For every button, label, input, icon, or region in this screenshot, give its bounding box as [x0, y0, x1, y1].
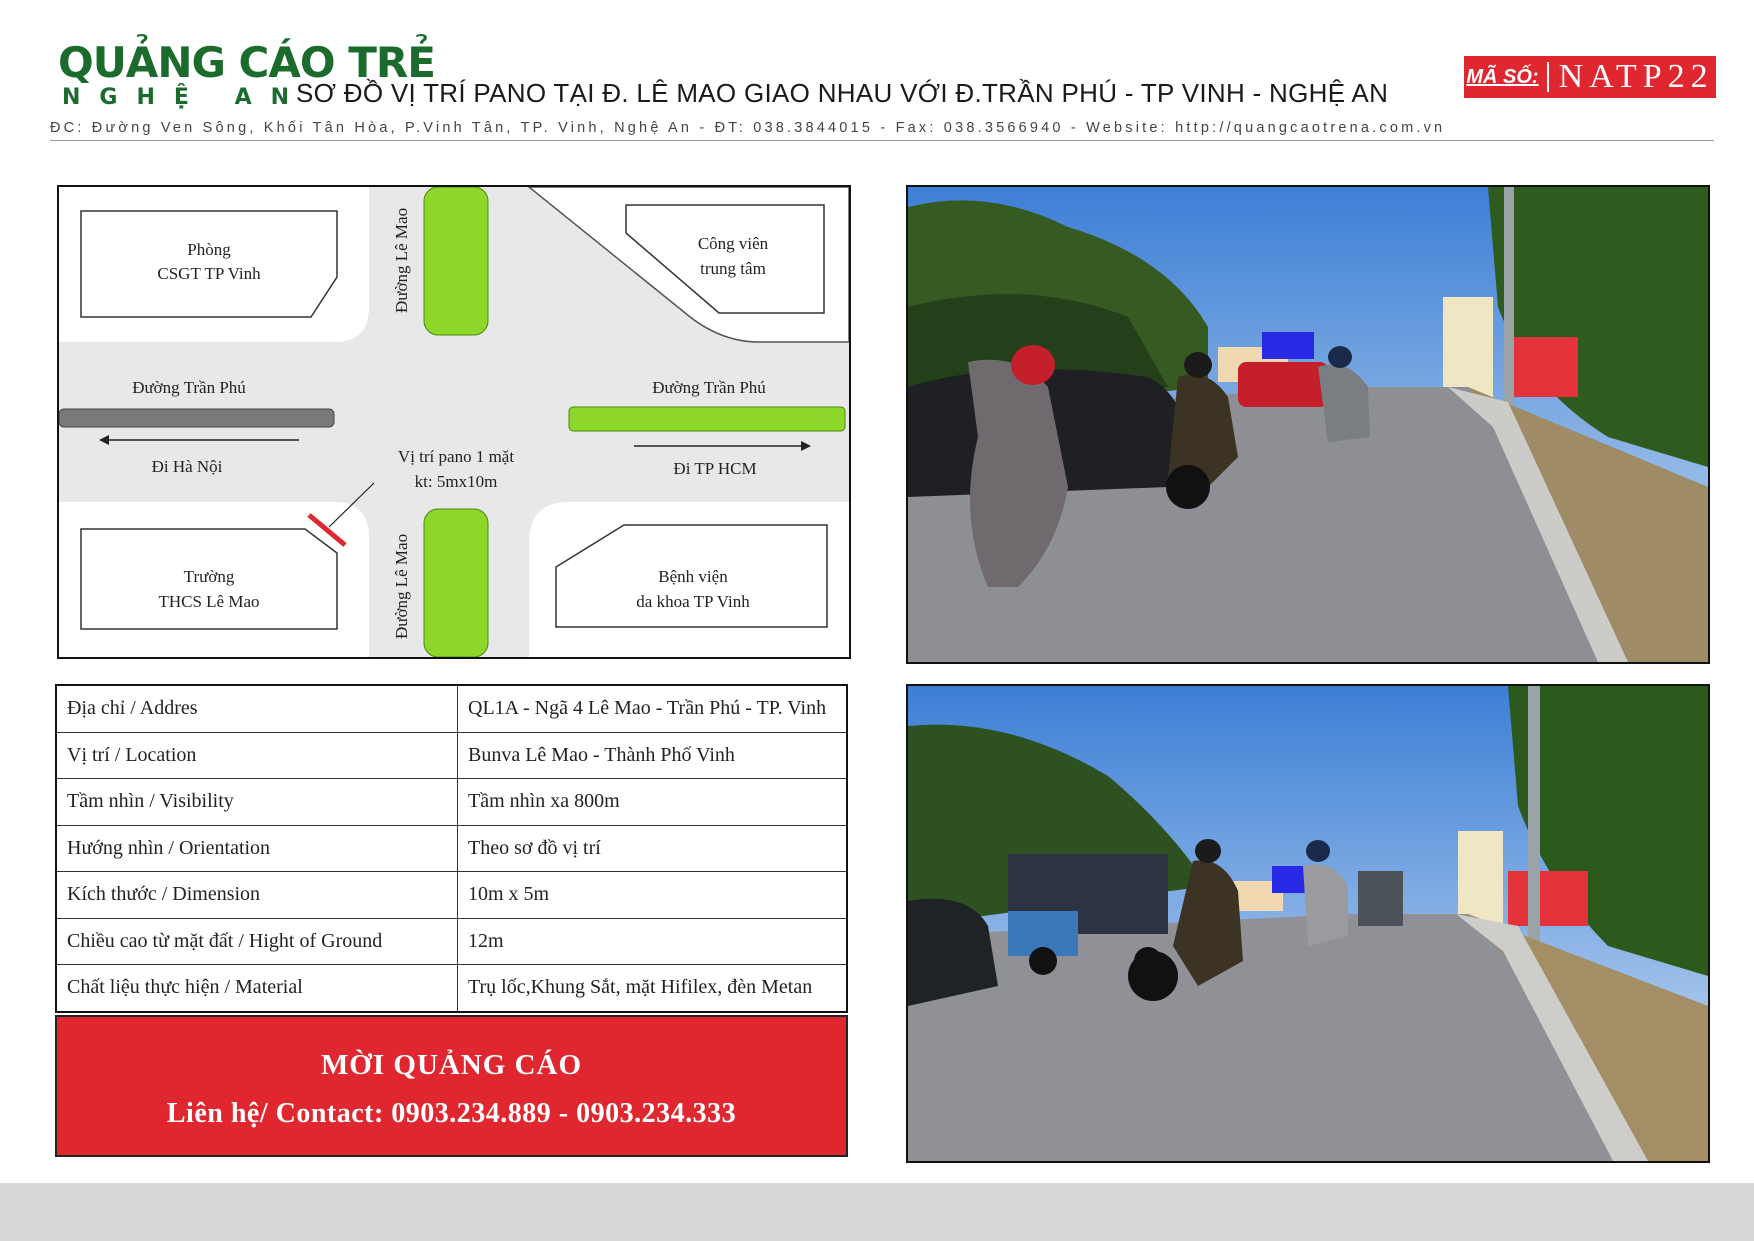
table-value: 12m — [458, 918, 848, 965]
table-label: Hướng nhìn / Orientation — [56, 825, 458, 872]
footer-band — [0, 1183, 1754, 1241]
label-csgt-2: CSGT TP Vinh — [157, 264, 261, 283]
label-school-1: Trường — [183, 567, 235, 586]
label-hospital-1: Bệnh viện — [658, 567, 728, 586]
median-bottom — [424, 509, 488, 657]
address-line: ĐC: Đường Ven Sông, Khối Tân Hòa, P.Vinh Tân, TP. Vinh, Nghệ An - ĐT: 038.3844015 - Fax: 038.3566940 - Website: http://quangcaotrena.com.vn — [50, 120, 1446, 136]
contact-box — [55, 1015, 848, 1157]
table-row — [56, 872, 847, 919]
table-value: Theo sơ đồ vị trí — [458, 825, 848, 872]
label-pano-2: kt: 5mx10m — [414, 472, 498, 491]
light-pole — [1528, 686, 1540, 976]
label-direction-hanoi: Đi Hà Nội — [151, 457, 223, 476]
label-street-tranphu-left: Đường Trần Phú — [132, 378, 246, 397]
info-table — [55, 684, 848, 1013]
logo-sub-text: NGHỆ AN — [62, 85, 309, 110]
photo-top-scene — [908, 187, 1708, 662]
truck-small — [1358, 871, 1403, 926]
label-hospital-2: da khoa TP Vinh — [636, 592, 750, 611]
page-title: SƠ ĐỒ VỊ TRÍ PANO TẠI Đ. LÊ MAO GIAO NHAU VỚI Đ.TRẦN PHÚ - TP VINH - NGHỆ AN — [296, 78, 1389, 108]
code-value: NATP22 — [1558, 58, 1714, 95]
code-badge — [1464, 56, 1716, 98]
code-label: MÃ SỐ: — [1466, 65, 1539, 88]
table-row — [56, 685, 847, 732]
table-row — [56, 825, 847, 872]
table-label: Tầm nhìn / Visibility — [56, 779, 458, 826]
table-value: QL1A - Ngã 4 Lê Mao - Trần Phú - TP. Vinh — [458, 685, 848, 732]
building-red — [1508, 871, 1588, 926]
car-red — [1238, 362, 1328, 407]
label-csgt-1: Phòng — [187, 240, 231, 259]
label-direction-hcm: Đi TP HCM — [673, 459, 757, 478]
table-value: 10m x 5m — [458, 872, 848, 919]
photo-bottom-scene — [908, 686, 1708, 1161]
median-top — [424, 187, 488, 335]
rider-2 — [1303, 864, 1348, 946]
median-right — [569, 407, 845, 431]
table-value: Trụ lốc,Khung Sắt, mặt Hifilex, đèn Metan — [458, 965, 848, 1012]
table-label: Chiều cao từ mặt đất / Hight of Ground — [56, 918, 458, 965]
contact-phones: Liên hệ/ Contact: 0903.234.889 - 0903.234.333 — [166, 1098, 737, 1129]
label-street-lemao-bottom: Đường Lê Mao — [392, 533, 411, 639]
street-photo-bottom — [906, 684, 1710, 1163]
table-value: Tầm nhìn xa 800m — [458, 779, 848, 826]
table-row — [56, 965, 847, 1012]
header-divider — [50, 140, 1714, 141]
table-label: Vị trí / Location — [56, 732, 458, 779]
building-red — [1508, 337, 1578, 397]
table-row — [56, 918, 847, 965]
table-value: Bunva Lê Mao - Thành Phố Vinh — [458, 732, 848, 779]
table-label: Chất liệu thực hiện / Material — [56, 965, 458, 1012]
label-school-2: THCS Lê Mao — [158, 592, 260, 611]
contact-title: MỜI QUẢNG CÁO — [320, 1049, 583, 1081]
label-street-tranphu-right: Đường Trần Phú — [652, 378, 766, 397]
table-label: Kích thước / Dimension — [56, 872, 458, 919]
table-row — [56, 779, 847, 826]
label-pano-1: Vị trí pano 1 mặt — [397, 447, 515, 466]
map-drawing — [59, 187, 849, 657]
code-separator — [1547, 62, 1549, 92]
street-photo-top — [906, 185, 1710, 664]
location-map — [57, 185, 851, 659]
label-park-2: trung tâm — [700, 259, 766, 278]
label-street-lemao-top: Đường Lê Mao — [392, 207, 411, 313]
table-row — [56, 732, 847, 779]
label-park-1: Công viên — [697, 234, 769, 253]
table-label: Địa chỉ / Addres — [56, 685, 458, 732]
logo-main-text: QUẢNG CÁO TRẺ — [58, 38, 435, 87]
median-left — [59, 409, 334, 427]
billboard-placeholder — [1262, 332, 1314, 359]
